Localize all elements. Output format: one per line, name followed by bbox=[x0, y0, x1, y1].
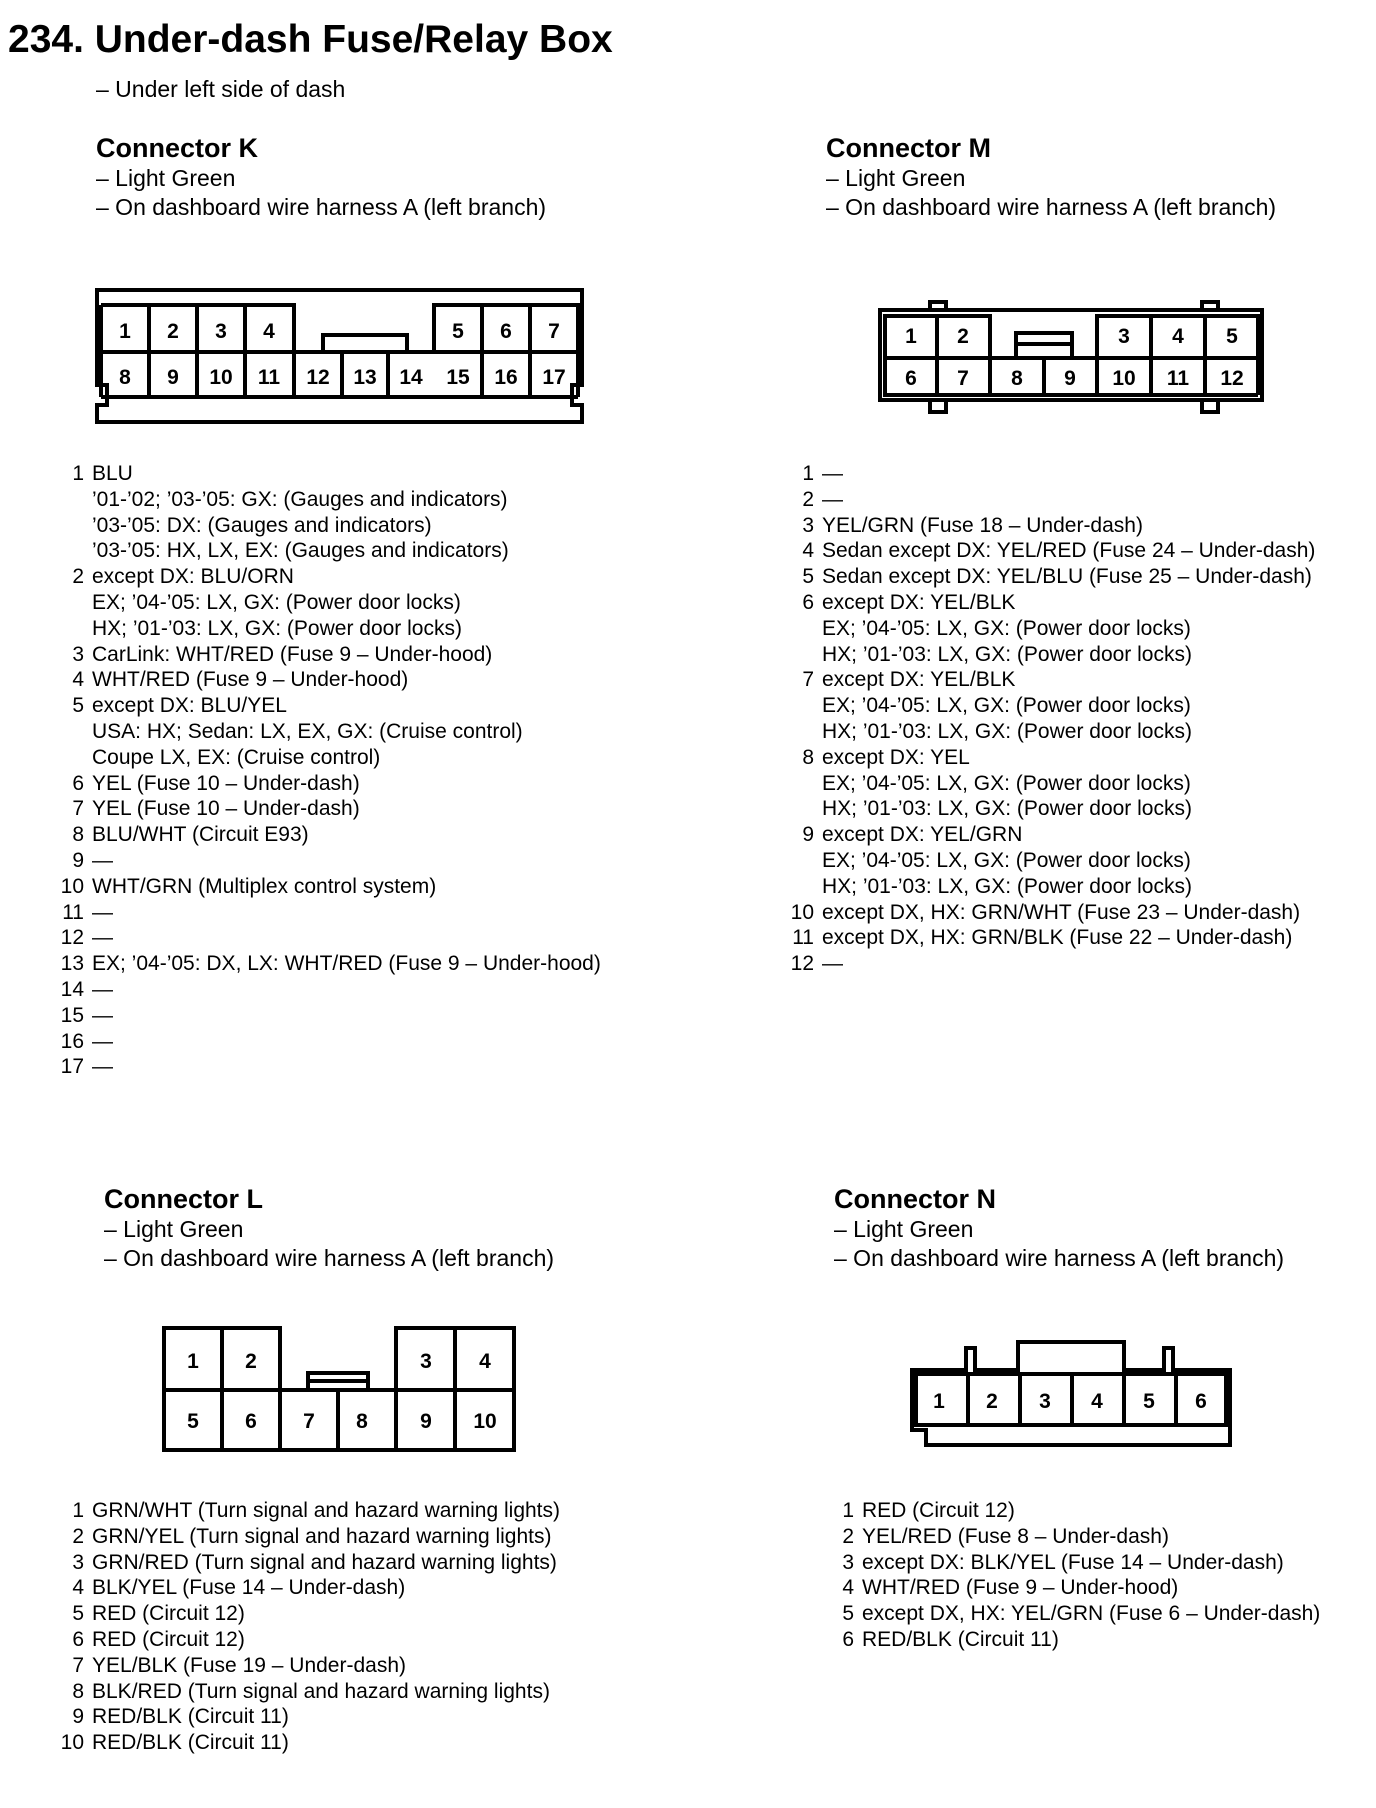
pin-description bbox=[92, 667, 408, 693]
pin-wire: EX; ’04-’05: DX, LX: WHT/RED (Fuse 9 – Under-hood) bbox=[92, 952, 601, 976]
connector-l-pin bbox=[56, 1524, 560, 1550]
pin-description bbox=[822, 925, 1292, 951]
pin-application: ’03-’05: HX, LX, EX: (Gauges and indicators) bbox=[92, 539, 509, 563]
pin-number: 11 bbox=[62, 900, 84, 924]
pin-number: 3 bbox=[842, 1550, 854, 1574]
connector-k-cavity: 5 bbox=[452, 320, 464, 343]
connector-k-cavity: 3 bbox=[215, 320, 227, 343]
pin-wire: — bbox=[92, 900, 113, 924]
pin-application: HX; ’01-’03: LX, GX: (Power door locks) bbox=[822, 874, 1192, 898]
pin-number: 11 bbox=[792, 926, 814, 950]
pin-number: 7 bbox=[802, 668, 814, 692]
pin-application: ’01-’02; ’03-’05: GX: (Gauges and indicators) bbox=[92, 487, 508, 511]
pin-application: HX; ’01-’03: LX, GX: (Power door locks) bbox=[92, 616, 462, 640]
pin-wire: RED/BLK (Circuit 11) bbox=[862, 1627, 1059, 1651]
pin-description bbox=[92, 642, 492, 668]
pin-description bbox=[92, 1575, 405, 1601]
pin-description bbox=[92, 461, 509, 564]
pin-number: 17 bbox=[60, 1055, 84, 1079]
connector-k-cavity: 1 bbox=[119, 320, 131, 343]
pin-number: 4 bbox=[72, 668, 84, 692]
pin-number: 12 bbox=[60, 926, 84, 950]
pin-description bbox=[92, 771, 360, 797]
pin-number: 1 bbox=[802, 462, 814, 485]
pin-wire: BLU bbox=[92, 462, 133, 485]
pin-description bbox=[822, 590, 1192, 667]
connector-l-pin-list bbox=[56, 1498, 560, 1756]
pin-wire: BLK/YEL (Fuse 14 – Under-dash) bbox=[92, 1576, 406, 1600]
pin-application: HX; ’01-’03: LX, GX: (Power door locks) bbox=[822, 797, 1192, 821]
connector-m-cavity: 9 bbox=[1064, 367, 1076, 390]
pin-description bbox=[92, 951, 601, 977]
pin-number: 1 bbox=[72, 462, 84, 485]
pin-number: 6 bbox=[72, 771, 84, 795]
connector-k-title: Connector K bbox=[96, 133, 258, 163]
pin-number: 5 bbox=[802, 565, 814, 589]
connector-m-pin bbox=[786, 951, 1315, 977]
pin-wire: YEL/RED (Fuse 8 – Under-dash) bbox=[862, 1524, 1169, 1548]
connector-l-pin bbox=[56, 1498, 560, 1524]
connector-k-pin bbox=[56, 693, 601, 770]
pin-wire: — bbox=[822, 462, 843, 485]
connector-k-location: – On dashboard wire harness A (left branch) bbox=[96, 194, 547, 220]
pin-wire: GRN/RED (Turn signal and hazard warning lights) bbox=[92, 1550, 557, 1574]
connector-m-title: Connector M bbox=[826, 133, 991, 163]
pin-number: 10 bbox=[60, 874, 84, 898]
connector-l-cavity: 10 bbox=[473, 1410, 497, 1433]
connector-k-cavity: 16 bbox=[494, 366, 518, 389]
pin-application: USA: HX; Sedan: LX, EX, GX: (Cruise control) bbox=[92, 719, 523, 743]
pin-wire: except DX, HX: GRN/BLK (Fuse 22 – Under-dash) bbox=[822, 926, 1293, 950]
pin-description bbox=[92, 693, 523, 770]
connector-n-cavity: 6 bbox=[1195, 1390, 1207, 1413]
connector-m-cavity: 3 bbox=[1118, 325, 1130, 348]
connector-k-cavity: 2 bbox=[167, 320, 179, 343]
connector-k-cavity: 11 bbox=[257, 366, 281, 389]
connector-l-pin bbox=[56, 1704, 560, 1730]
connector-m-cavity: 1 bbox=[905, 325, 917, 348]
pin-number: 8 bbox=[72, 1679, 84, 1703]
connector-n-pin bbox=[826, 1601, 1320, 1627]
connector-n-cavity: 3 bbox=[1039, 1390, 1051, 1413]
pin-number: 9 bbox=[72, 1705, 84, 1729]
connector-n-cavity: 1 bbox=[933, 1390, 945, 1413]
pin-wire: WHT/RED (Fuse 9 – Under-hood) bbox=[862, 1576, 1179, 1600]
connector-l-location: – On dashboard wire harness A (left branch) bbox=[104, 1245, 555, 1271]
pin-application: EX; ’04-’05: LX, GX: (Power door locks) bbox=[92, 590, 461, 614]
pin-wire: YEL/GRN (Fuse 18 – Under-dash) bbox=[822, 513, 1143, 537]
pin-number: 10 bbox=[60, 1731, 84, 1755]
pin-number: 4 bbox=[802, 539, 814, 563]
pin-number: 6 bbox=[802, 590, 814, 614]
pin-number: 14 bbox=[60, 977, 84, 1001]
connector-k-pin bbox=[56, 1054, 601, 1080]
pin-number: 7 bbox=[72, 1653, 84, 1677]
connector-k-cavity: 13 bbox=[353, 366, 377, 389]
pin-number: 2 bbox=[72, 565, 84, 589]
pin-wire: except DX: YEL bbox=[822, 745, 970, 769]
connector-m-cavity: 7 bbox=[957, 367, 969, 390]
connector-k-cavity: 4 bbox=[263, 320, 275, 343]
connector-k-pin bbox=[56, 822, 601, 848]
pin-wire: — bbox=[92, 1055, 113, 1079]
pin-wire: GRN/YEL (Turn signal and hazard warning lights) bbox=[92, 1524, 552, 1548]
page-title: 234. Under-dash Fuse/Relay Box bbox=[8, 18, 613, 61]
pin-number: 5 bbox=[842, 1602, 854, 1626]
connector-m-cavity: 8 bbox=[1011, 367, 1023, 390]
connector-m-cavity: 5 bbox=[1226, 325, 1238, 348]
connector-n-pin bbox=[826, 1627, 1320, 1653]
connector-k-cavity: 10 bbox=[209, 366, 233, 389]
connector-k-pin bbox=[56, 1003, 601, 1029]
connector-k-pin bbox=[56, 642, 601, 668]
pin-wire: except DX: BLU/YEL bbox=[92, 694, 287, 718]
connector-n-cavity: 5 bbox=[1143, 1390, 1155, 1413]
pin-description bbox=[92, 1679, 550, 1705]
pin-number: 2 bbox=[802, 487, 814, 511]
connector-m-pin bbox=[786, 513, 1315, 539]
connector-m-pin bbox=[786, 745, 1315, 822]
connector-n-pin bbox=[826, 1498, 1320, 1524]
pin-wire: except DX: YEL/BLK bbox=[822, 590, 1016, 614]
pin-application: HX; ’01-’03: LX, GX: (Power door locks) bbox=[822, 719, 1192, 743]
pin-wire: except DX, HX: GRN/WHT (Fuse 23 – Under-dash) bbox=[822, 900, 1301, 924]
pin-number: 9 bbox=[802, 823, 814, 847]
connector-m-cavity: 6 bbox=[905, 367, 917, 390]
pin-number: 13 bbox=[60, 952, 84, 976]
pin-description bbox=[862, 1498, 1015, 1524]
pin-number: 12 bbox=[790, 952, 814, 976]
connector-k-pin bbox=[56, 951, 601, 977]
pin-description bbox=[92, 822, 309, 848]
pin-number: 1 bbox=[842, 1499, 854, 1522]
connector-k-pin bbox=[56, 848, 601, 874]
pin-description bbox=[92, 848, 113, 874]
connector-n-pin bbox=[826, 1524, 1320, 1550]
connector-k-housing bbox=[97, 290, 582, 422]
connector-m-pin bbox=[786, 900, 1315, 926]
pin-description bbox=[862, 1627, 1059, 1653]
connector-k-pin bbox=[56, 1029, 601, 1055]
pin-number: 7 bbox=[72, 797, 84, 821]
pin-wire: WHT/RED (Fuse 9 – Under-hood) bbox=[92, 668, 409, 692]
connector-k-cavity: 12 bbox=[306, 366, 330, 389]
connector-m-cavity: 10 bbox=[1112, 367, 1136, 390]
pin-description bbox=[862, 1550, 1284, 1576]
pin-wire: YEL/BLK (Fuse 19 – Under-dash) bbox=[92, 1653, 406, 1677]
pin-description bbox=[822, 900, 1300, 926]
pin-description bbox=[92, 900, 113, 926]
connector-l-header bbox=[104, 1184, 554, 1273]
pin-wire: RED (Circuit 12) bbox=[92, 1627, 245, 1651]
pin-wire: GRN/WHT (Turn signal and hazard warning lights) bbox=[92, 1499, 561, 1522]
connector-k-pin bbox=[56, 925, 601, 951]
pin-description bbox=[822, 822, 1192, 899]
connector-k-pin bbox=[56, 564, 601, 641]
connector-l-cavity: 7 bbox=[303, 1410, 315, 1433]
connector-m-pin bbox=[786, 487, 1315, 513]
pin-number: 4 bbox=[72, 1576, 84, 1600]
pin-description bbox=[92, 1704, 289, 1730]
connector-l-pin bbox=[56, 1550, 560, 1576]
pin-wire: except DX: BLU/ORN bbox=[92, 565, 294, 589]
connector-k-pin bbox=[56, 977, 601, 1003]
connector-n-location: – On dashboard wire harness A (left branch) bbox=[834, 1245, 1285, 1271]
connector-n-pin-list bbox=[826, 1498, 1320, 1653]
connector-m-pin bbox=[786, 925, 1315, 951]
pin-number: 3 bbox=[802, 513, 814, 537]
connector-m-cavity: 2 bbox=[957, 325, 969, 348]
connector-m-pin bbox=[786, 590, 1315, 667]
pin-number: 1 bbox=[72, 1499, 84, 1522]
pin-description bbox=[822, 667, 1192, 744]
connector-n-pin bbox=[826, 1575, 1320, 1601]
connector-l-cavity: 5 bbox=[187, 1410, 199, 1433]
pin-description bbox=[92, 1730, 289, 1756]
pin-description bbox=[862, 1524, 1169, 1550]
pin-description bbox=[92, 925, 113, 951]
pin-description bbox=[822, 513, 1143, 539]
pin-wire: — bbox=[92, 848, 113, 872]
connector-l-cavity: 1 bbox=[187, 1350, 199, 1373]
pin-application: EX; ’04-’05: LX, GX: (Power door locks) bbox=[822, 771, 1191, 795]
connector-m-pin bbox=[786, 822, 1315, 899]
pin-wire: — bbox=[822, 487, 843, 511]
pin-wire: — bbox=[92, 1029, 113, 1053]
connector-k-cavity: 14 bbox=[399, 366, 423, 389]
pin-wire: except DX: YEL/GRN bbox=[822, 823, 1023, 847]
pin-application: EX; ’04-’05: LX, GX: (Power door locks) bbox=[822, 616, 1191, 640]
connector-l-cavity: 6 bbox=[245, 1410, 257, 1433]
connector-k-pin bbox=[56, 667, 601, 693]
pin-number: 6 bbox=[72, 1627, 84, 1651]
connector-m-pin-list bbox=[786, 461, 1315, 977]
connector-k-pin bbox=[56, 900, 601, 926]
connector-n-color: – Light Green bbox=[834, 1216, 974, 1242]
connector-n-cavity: 2 bbox=[986, 1390, 998, 1413]
pin-application: EX; ’04-’05: LX, GX: (Power door locks) bbox=[822, 694, 1191, 718]
pin-wire: Sedan except DX: YEL/BLU (Fuse 25 – Under-dash) bbox=[822, 565, 1312, 589]
connector-l-title: Connector L bbox=[104, 1184, 263, 1214]
pin-description bbox=[92, 1003, 113, 1029]
connector-n-header bbox=[834, 1184, 1284, 1273]
connector-l-color: – Light Green bbox=[104, 1216, 244, 1242]
pin-description bbox=[822, 951, 843, 977]
pin-wire: — bbox=[92, 926, 113, 950]
connector-l-pin bbox=[56, 1679, 560, 1705]
pin-description bbox=[92, 1627, 245, 1653]
connector-l-pin bbox=[56, 1730, 560, 1756]
pin-number: 10 bbox=[790, 900, 814, 924]
pin-description bbox=[862, 1575, 1178, 1601]
pin-wire: BLU/WHT (Circuit E93) bbox=[92, 823, 309, 847]
pin-description bbox=[862, 1601, 1320, 1627]
pin-wire: — bbox=[92, 1003, 113, 1027]
pin-wire: except DX: YEL/BLK bbox=[822, 668, 1016, 692]
pin-wire: YEL (Fuse 10 – Under-dash) bbox=[92, 797, 360, 821]
pin-wire: RED/BLK (Circuit 11) bbox=[92, 1731, 289, 1755]
connector-k-pin bbox=[56, 874, 601, 900]
connector-m-pin bbox=[786, 667, 1315, 744]
connector-m-header bbox=[826, 133, 1276, 222]
connector-l-cavity: 8 bbox=[356, 1410, 368, 1433]
connector-k-cavity: 6 bbox=[500, 320, 512, 343]
pin-wire: except DX: BLK/YEL (Fuse 14 – Under-dash) bbox=[862, 1550, 1284, 1574]
connector-k-pin bbox=[56, 796, 601, 822]
pin-wire: BLK/RED (Turn signal and hazard warning lights) bbox=[92, 1679, 550, 1703]
pin-number: 5 bbox=[72, 1602, 84, 1626]
pin-number: 5 bbox=[72, 694, 84, 718]
connector-k-cavity: 8 bbox=[119, 366, 131, 389]
connector-n-pin bbox=[826, 1550, 1320, 1576]
pin-description bbox=[822, 461, 843, 487]
pin-number: 2 bbox=[72, 1524, 84, 1548]
connector-l-cavity: 9 bbox=[420, 1410, 432, 1433]
connector-k-cavity: 17 bbox=[542, 366, 566, 389]
pin-wire: — bbox=[822, 952, 843, 976]
pin-description bbox=[822, 564, 1312, 590]
connector-l-pin bbox=[56, 1575, 560, 1601]
pin-application: Coupe LX, EX: (Cruise control) bbox=[92, 745, 381, 769]
pin-description bbox=[92, 796, 360, 822]
connector-l-pin bbox=[56, 1601, 560, 1627]
page-subtitle: – Under left side of dash bbox=[96, 76, 346, 102]
pin-number: 8 bbox=[72, 823, 84, 847]
pin-wire: YEL (Fuse 10 – Under-dash) bbox=[92, 771, 360, 795]
connector-m-pin bbox=[786, 461, 1315, 487]
pin-application: EX; ’04-’05: LX, GX: (Power door locks) bbox=[822, 848, 1191, 872]
pin-number: 16 bbox=[60, 1029, 84, 1053]
connector-m-cavity: 11 bbox=[1166, 367, 1190, 390]
pin-application: HX; ’01-’03: LX, GX: (Power door locks) bbox=[822, 642, 1192, 666]
pin-number: 4 bbox=[842, 1576, 854, 1600]
connector-m-pin bbox=[786, 538, 1315, 564]
connector-l-cavity: 2 bbox=[245, 1350, 257, 1373]
connector-m-cavity: 12 bbox=[1220, 367, 1244, 390]
pin-wire: RED (Circuit 12) bbox=[862, 1499, 1015, 1522]
pin-number: 15 bbox=[60, 1003, 84, 1027]
connector-k-cavity: 7 bbox=[548, 320, 560, 343]
pin-number: 3 bbox=[72, 642, 84, 666]
pin-description bbox=[92, 1054, 113, 1080]
pin-wire: Sedan except DX: YEL/RED (Fuse 24 – Under-dash) bbox=[822, 539, 1316, 563]
connector-m-color: – Light Green bbox=[826, 165, 966, 191]
pin-description bbox=[92, 1029, 113, 1055]
connector-k-pin bbox=[56, 771, 601, 797]
pin-description bbox=[92, 1498, 560, 1524]
pin-description bbox=[92, 1653, 406, 1679]
pin-number: 3 bbox=[72, 1550, 84, 1574]
pin-description bbox=[92, 874, 436, 900]
connector-l-cavity: 3 bbox=[420, 1350, 432, 1373]
connector-k-cavity: 15 bbox=[446, 366, 470, 389]
pin-wire: CarLink: WHT/RED (Fuse 9 – Under-hood) bbox=[92, 642, 493, 666]
pin-wire: except DX, HX: YEL/GRN (Fuse 6 – Under-dash) bbox=[862, 1602, 1321, 1626]
connector-m-pin bbox=[786, 564, 1315, 590]
connector-n-cavity: 4 bbox=[1091, 1390, 1103, 1413]
pin-number: 6 bbox=[842, 1627, 854, 1651]
pin-description bbox=[92, 1601, 245, 1627]
connector-k-pin bbox=[56, 461, 601, 564]
connector-l-pin bbox=[56, 1627, 560, 1653]
pin-description bbox=[92, 1550, 557, 1576]
pin-wire: RED/BLK (Circuit 11) bbox=[92, 1705, 289, 1729]
connector-k-pin-list bbox=[56, 461, 601, 1080]
pin-description bbox=[92, 564, 462, 641]
pin-description bbox=[822, 487, 843, 513]
pin-description bbox=[822, 745, 1192, 822]
connector-l-pin bbox=[56, 1653, 560, 1679]
connector-n-title: Connector N bbox=[834, 1184, 996, 1214]
connector-k-color: – Light Green bbox=[96, 165, 236, 191]
pin-number: 9 bbox=[72, 848, 84, 872]
pin-wire: WHT/GRN (Multiplex control system) bbox=[92, 874, 437, 898]
pin-description bbox=[822, 538, 1315, 564]
pin-wire: RED (Circuit 12) bbox=[92, 1602, 245, 1626]
connector-m-location: – On dashboard wire harness A (left branch) bbox=[826, 194, 1277, 220]
connector-k-cavity: 9 bbox=[167, 366, 179, 389]
pin-wire: — bbox=[92, 977, 113, 1001]
connector-m-cavity: 4 bbox=[1172, 325, 1184, 348]
connector-l-cavity: 4 bbox=[479, 1350, 491, 1373]
pin-number: 2 bbox=[842, 1524, 854, 1548]
pin-description bbox=[92, 1524, 552, 1550]
pin-application: ’03-’05: DX: (Gauges and indicators) bbox=[92, 513, 432, 537]
pin-number: 8 bbox=[802, 745, 814, 769]
pin-description bbox=[92, 977, 113, 1003]
